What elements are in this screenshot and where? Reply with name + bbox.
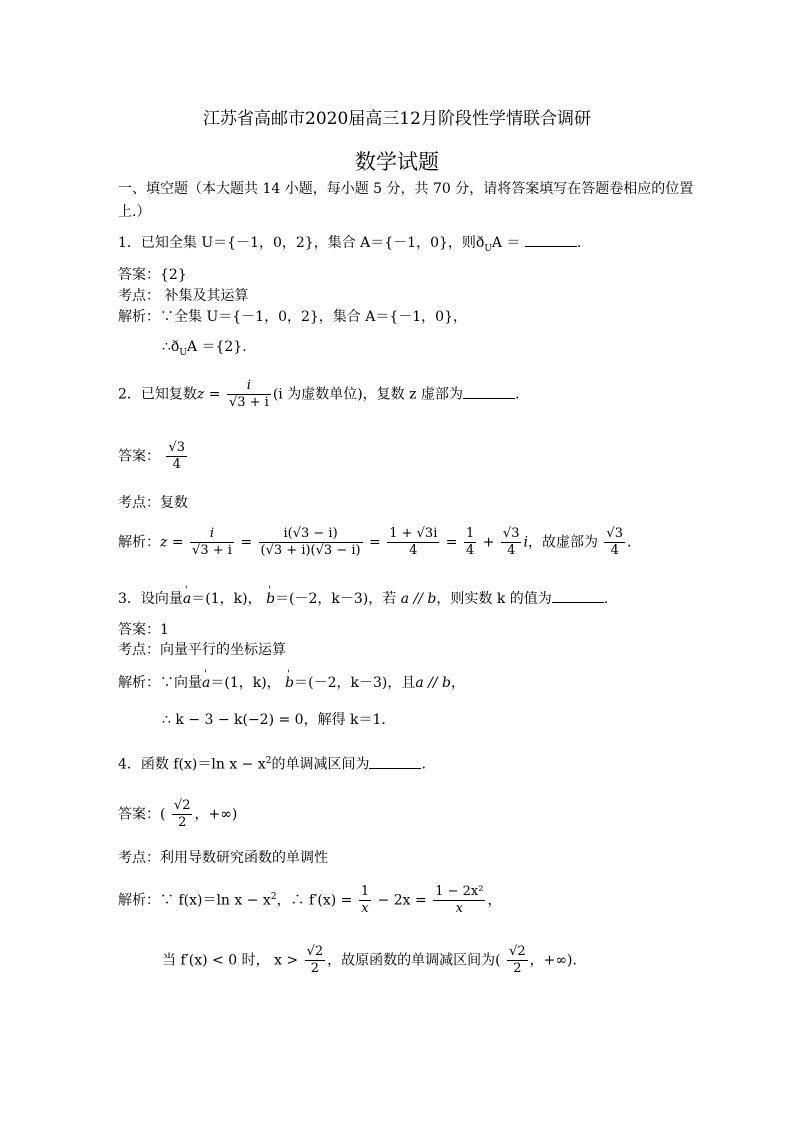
fraction: $\frac{1}{4}$	[466, 526, 475, 558]
fraction: $\frac{√2}{2}$	[306, 944, 324, 976]
question-2-point: 考点：复数	[118, 495, 188, 511]
answer-blank	[369, 756, 421, 769]
fraction: $\frac{\text{1 − 2x²}}{x}$	[435, 884, 484, 916]
question-4-stem: 4．函数 f(x)＝ln $x - x^2$的单调减区间为 .	[118, 756, 426, 773]
fraction: $\frac{i}{√3 + i}$	[192, 526, 232, 558]
question-3-stem: 3．设向量' a＝(1，k)， ' b＝(－2，k－3)，若 a // b，则实数 k 的值为 .	[118, 590, 608, 608]
question-4-solution-1: 解析：∵ f(x)＝ln $x - x^2$，∴ f′(x) = $\frac{1}{x}$ − 2x = $\frac{\text{1 − 2x²}}{x}$ ，	[118, 884, 502, 916]
question-4-answer: 答案：( $\frac{√2}{2}$ ，+∞)	[118, 798, 238, 830]
question-3-solution-2: ∴ k − 3 − k(−2) = 0，解得 k＝1.	[162, 712, 386, 728]
answer-blank	[525, 234, 577, 247]
answer-blank	[463, 386, 515, 399]
question-1-point: 考点： 补集及其运算	[118, 288, 249, 304]
question-3-point: 考点：向量平行的坐标运算	[118, 642, 286, 658]
question-2-solution: 解析：z = $\frac{i}{√3 + i}$ = $\frac{i(√3 - i)}{(√3 + i)(√3 - i)}$ = $\frac{1 + √3i}{4}$ = $\frac{1}{4}$ + $\frac{√3}{4}$ i，故虚部为 $\frac{√3}{4}$ .	[118, 526, 632, 558]
question-1-solution-1: 解析：∵全集 U＝{－1，0，2}，集合 A＝{－1，0}，	[118, 309, 467, 325]
question-4-point: 考点：利用导数研究函数的单调性	[118, 850, 328, 866]
question-2-answer: 答案： $\frac{√3}{4}$	[118, 440, 186, 472]
question-1-solution-2: $\therefore ð_UA =\{2\}$.	[162, 339, 247, 358]
fraction: $\frac{i(√3 - i)}{(√3 + i)(√3 - i)}$	[260, 526, 361, 558]
answer-fraction: $\frac{√3}{4}$	[168, 440, 186, 472]
answer-fraction: $\frac{√2}{2}$	[173, 798, 191, 830]
fraction: $\frac{1}{x}$	[360, 884, 370, 916]
section-heading-line2: 上.）	[118, 204, 151, 220]
question-2-stem: 2．已知复数z = $\frac{i}{√3 + i}$ (i 为虚数单位)，复数 z 虚部为 .	[118, 378, 520, 410]
question-1-answer: 答案：{2}	[118, 267, 187, 283]
question-3-solution-1: 解析：∵向量' a＝(1，k)， ' b＝(－2，k－3)，且a // b，	[118, 674, 465, 692]
fraction: $\frac{√2}{2}$	[509, 944, 526, 976]
document-subtitle: 数学试题	[355, 150, 439, 174]
question-3-answer: 答案：1	[118, 622, 169, 638]
fraction: $\frac{i}{√3 + i}$	[228, 378, 269, 410]
question-1-stem: 1．已知全集 U＝{－1，0，2}，集合 A＝{－1，0}，则$ð_UA$ ＝ .	[118, 235, 582, 254]
section-heading-line1: 一、填空题（本大题共 14 小题，每小题 5 分，共 70 分，请将答案填写在答题卷相应的位置	[118, 181, 694, 197]
fraction: $\frac{√3}{4}$	[502, 526, 520, 558]
fraction: $\frac{1 + √3i}{4}$	[389, 526, 438, 558]
question-4-solution-2: 当 f′(x) < 0 时， x > $\frac{√2}{2}$ ，故原函数的单调减区间为( $\frac{√2}{2}$ ，+∞).	[162, 944, 577, 976]
document-title: 江苏省高邮市2020届高三12月阶段性学情联合调研	[203, 109, 591, 129]
answer-blank	[552, 590, 604, 603]
fraction: $\frac{√3}{4}$	[606, 526, 623, 558]
